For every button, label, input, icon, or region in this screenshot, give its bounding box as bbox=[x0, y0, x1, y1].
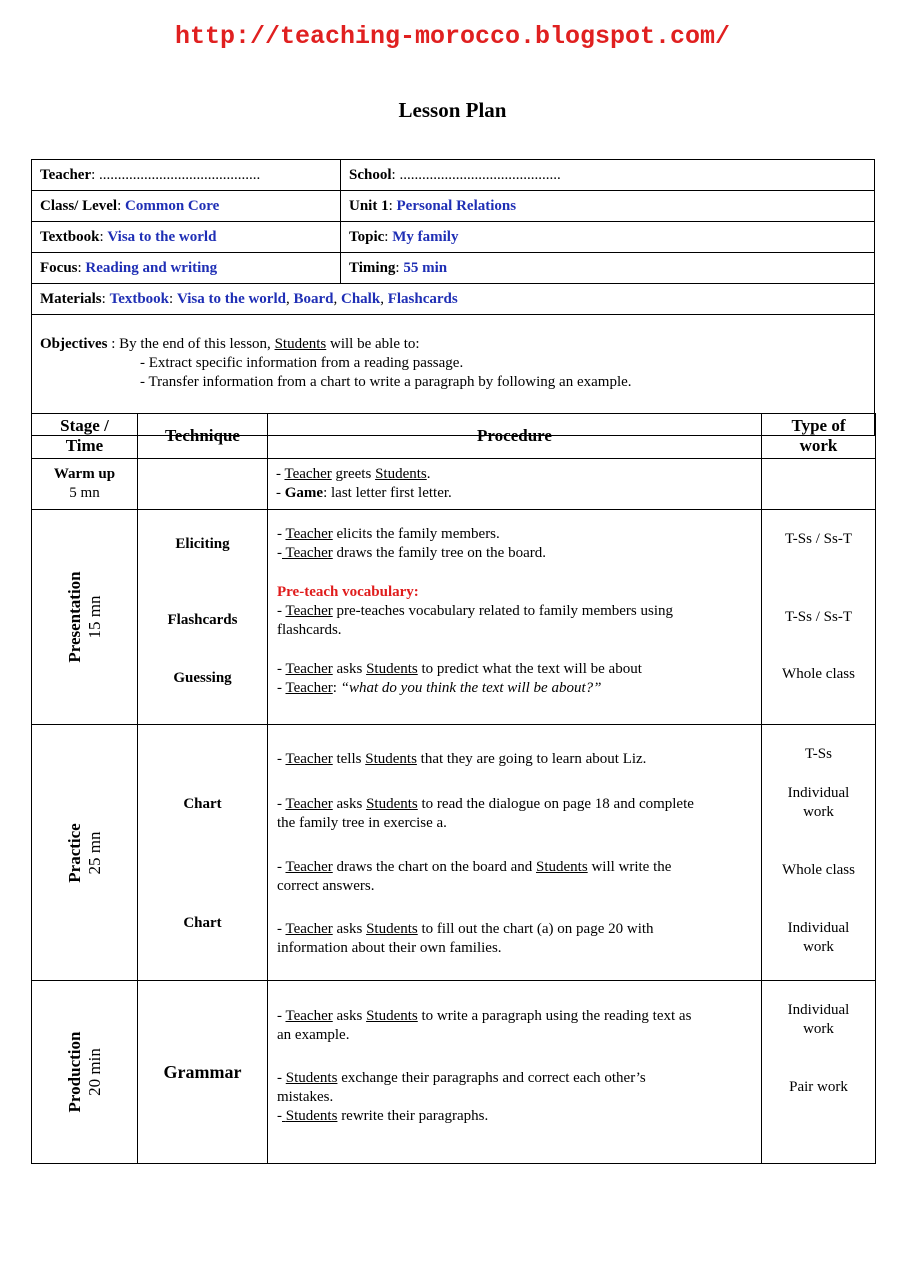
warmup-time: 5 mn bbox=[69, 485, 100, 501]
practice-row bbox=[32, 725, 876, 981]
production-stage-cell bbox=[32, 981, 138, 1164]
teacher-value: ........................................... bbox=[99, 166, 261, 183]
production-procedure-cell: - Teacher asks Students to write a paragraph using the reading text as an example. - Students exchange their paragraphs and correct each other’s mistakes. - Students rewrite their paragraphs. bbox=[268, 981, 762, 1164]
warmup-stage-cell bbox=[32, 459, 138, 510]
timing-cell: Timing: 55 min bbox=[341, 253, 875, 284]
focus-label: Focus bbox=[40, 259, 78, 276]
class-label: Class/ Level bbox=[40, 197, 118, 214]
textbook-label: Textbook bbox=[40, 228, 100, 245]
materials-label: Materials bbox=[40, 290, 102, 307]
practice-work-cell bbox=[762, 725, 876, 981]
topic-label: Topic bbox=[349, 228, 385, 245]
warmup-stage: Warm up bbox=[53, 466, 116, 482]
technique-chart: Chart bbox=[183, 796, 222, 812]
school-cell: School: ........................................... bbox=[341, 160, 875, 191]
focus-value: Reading and writing bbox=[85, 259, 218, 276]
work-type: Individual work bbox=[787, 785, 850, 820]
warmup-technique-cell bbox=[138, 459, 268, 510]
procedure-table bbox=[31, 413, 876, 1164]
work-type: Whole class bbox=[782, 666, 855, 682]
timing-value: 55 min bbox=[403, 259, 448, 276]
technique-grammar: Grammar bbox=[163, 1061, 242, 1082]
header-type-of-work: Type of work bbox=[762, 414, 876, 459]
class-cell: Class/ Level: Common Core bbox=[32, 191, 341, 222]
work-type: T-Ss / Ss-T bbox=[785, 609, 852, 625]
warmup-row bbox=[32, 459, 876, 510]
objectives-label: Objectives bbox=[40, 336, 108, 352]
textbook-cell: Textbook: Visa to the world bbox=[32, 222, 341, 253]
presentation-row bbox=[32, 510, 876, 725]
blog-url[interactable]: http://teaching-morocco.blogspot.com/ bbox=[174, 22, 731, 51]
header-technique: Technique bbox=[138, 414, 268, 459]
practice-time: 25 mn bbox=[84, 831, 104, 874]
school-label: School bbox=[349, 166, 392, 183]
header-stage: Stage / Time bbox=[32, 414, 138, 459]
objectives-intro-end: will be able to: bbox=[326, 336, 420, 352]
material-item: Board bbox=[293, 290, 334, 307]
teacher-label: Teacher bbox=[40, 166, 92, 183]
presentation-technique-cell bbox=[138, 510, 268, 725]
info-table bbox=[31, 159, 875, 436]
technique-chart: Chart bbox=[183, 915, 222, 931]
timing-label: Timing bbox=[349, 259, 396, 276]
technique-flashcards: Flashcards bbox=[167, 612, 238, 628]
material-item: Flashcards bbox=[387, 290, 458, 307]
presentation-stage: Presentation bbox=[64, 571, 84, 663]
objectives-intro: : By the end of this lesson, bbox=[107, 336, 275, 352]
teacher-cell: Teacher: ........................................... bbox=[32, 160, 341, 191]
objective-item: - Transfer information from a chart to write a paragraph by following an example. bbox=[140, 374, 632, 390]
practice-stage: Practice bbox=[64, 822, 84, 883]
presentation-time: 15 mn bbox=[84, 595, 104, 639]
presentation-procedure-cell: - Teacher elicits the family members. - Teacher draws the family tree on the board. Pre-teach vocabulary: - Teacher pre-teaches vocabulary related to family members using flashcards. - Teacher asks Students to predict what the text will be about - Teacher: “what do you think the text will be about?” bbox=[268, 510, 762, 725]
work-type: Individual work bbox=[787, 920, 850, 955]
unit-label: Unit 1 bbox=[349, 197, 389, 214]
practice-procedure-cell: - Teacher tells Students that they are going to learn about Liz. - Teacher asks Students to read the dialogue on page 18 and complete the family tree in exercise a. - Teacher draws the chart on the board and Students will write the correct answers. - Teacher asks Students to fill out the chart (a) on page 20 with information about their own families. bbox=[268, 725, 762, 981]
material-item: Textbook bbox=[109, 290, 170, 307]
work-type: T-Ss bbox=[805, 746, 832, 762]
objectives-students: Students bbox=[274, 336, 327, 352]
work-type: T-Ss / Ss-T bbox=[785, 531, 852, 547]
warmup-procedure-cell: - Teacher greets Students. - Game: last letter first letter. bbox=[268, 459, 762, 510]
topic-value: My family bbox=[392, 228, 459, 245]
header-procedure: Procedure bbox=[268, 414, 762, 459]
preteach-heading: Pre-teach vocabulary: bbox=[277, 584, 419, 600]
work-type: Whole class bbox=[782, 862, 855, 878]
unit-cell: Unit 1: Personal Relations bbox=[341, 191, 875, 222]
production-stage: Production bbox=[64, 1031, 84, 1113]
textbook-value: Visa to the world bbox=[107, 228, 217, 245]
materials-cell: Materials: Textbook: Visa to the world, Board, Chalk, Flashcards bbox=[32, 284, 875, 315]
production-row bbox=[32, 981, 876, 1164]
presentation-stage-cell bbox=[32, 510, 138, 725]
focus-cell: Focus: Reading and writing bbox=[32, 253, 341, 284]
work-type: Pair work bbox=[789, 1079, 848, 1095]
production-time: 20 min bbox=[84, 1048, 104, 1096]
material-item: Visa to the world bbox=[176, 290, 286, 307]
material-item: Chalk bbox=[341, 290, 381, 307]
objective-item: - Extract specific information from a reading passage. bbox=[140, 355, 464, 371]
technique-eliciting: Eliciting bbox=[175, 536, 230, 552]
practice-technique-cell bbox=[138, 725, 268, 981]
topic-cell: Topic: My family bbox=[341, 222, 875, 253]
unit-value: Personal Relations bbox=[396, 197, 517, 214]
practice-stage-cell bbox=[32, 725, 138, 981]
production-work-cell bbox=[762, 981, 876, 1164]
page-title: Lesson Plan bbox=[398, 98, 507, 122]
presentation-work-cell bbox=[762, 510, 876, 725]
school-value: ........................................... bbox=[399, 166, 561, 183]
class-value: Common Core bbox=[125, 197, 220, 214]
work-type: Individual work bbox=[787, 1002, 850, 1037]
warmup-work-cell bbox=[762, 459, 876, 510]
technique-guessing: Guessing bbox=[173, 670, 232, 686]
production-technique-cell bbox=[138, 981, 268, 1164]
